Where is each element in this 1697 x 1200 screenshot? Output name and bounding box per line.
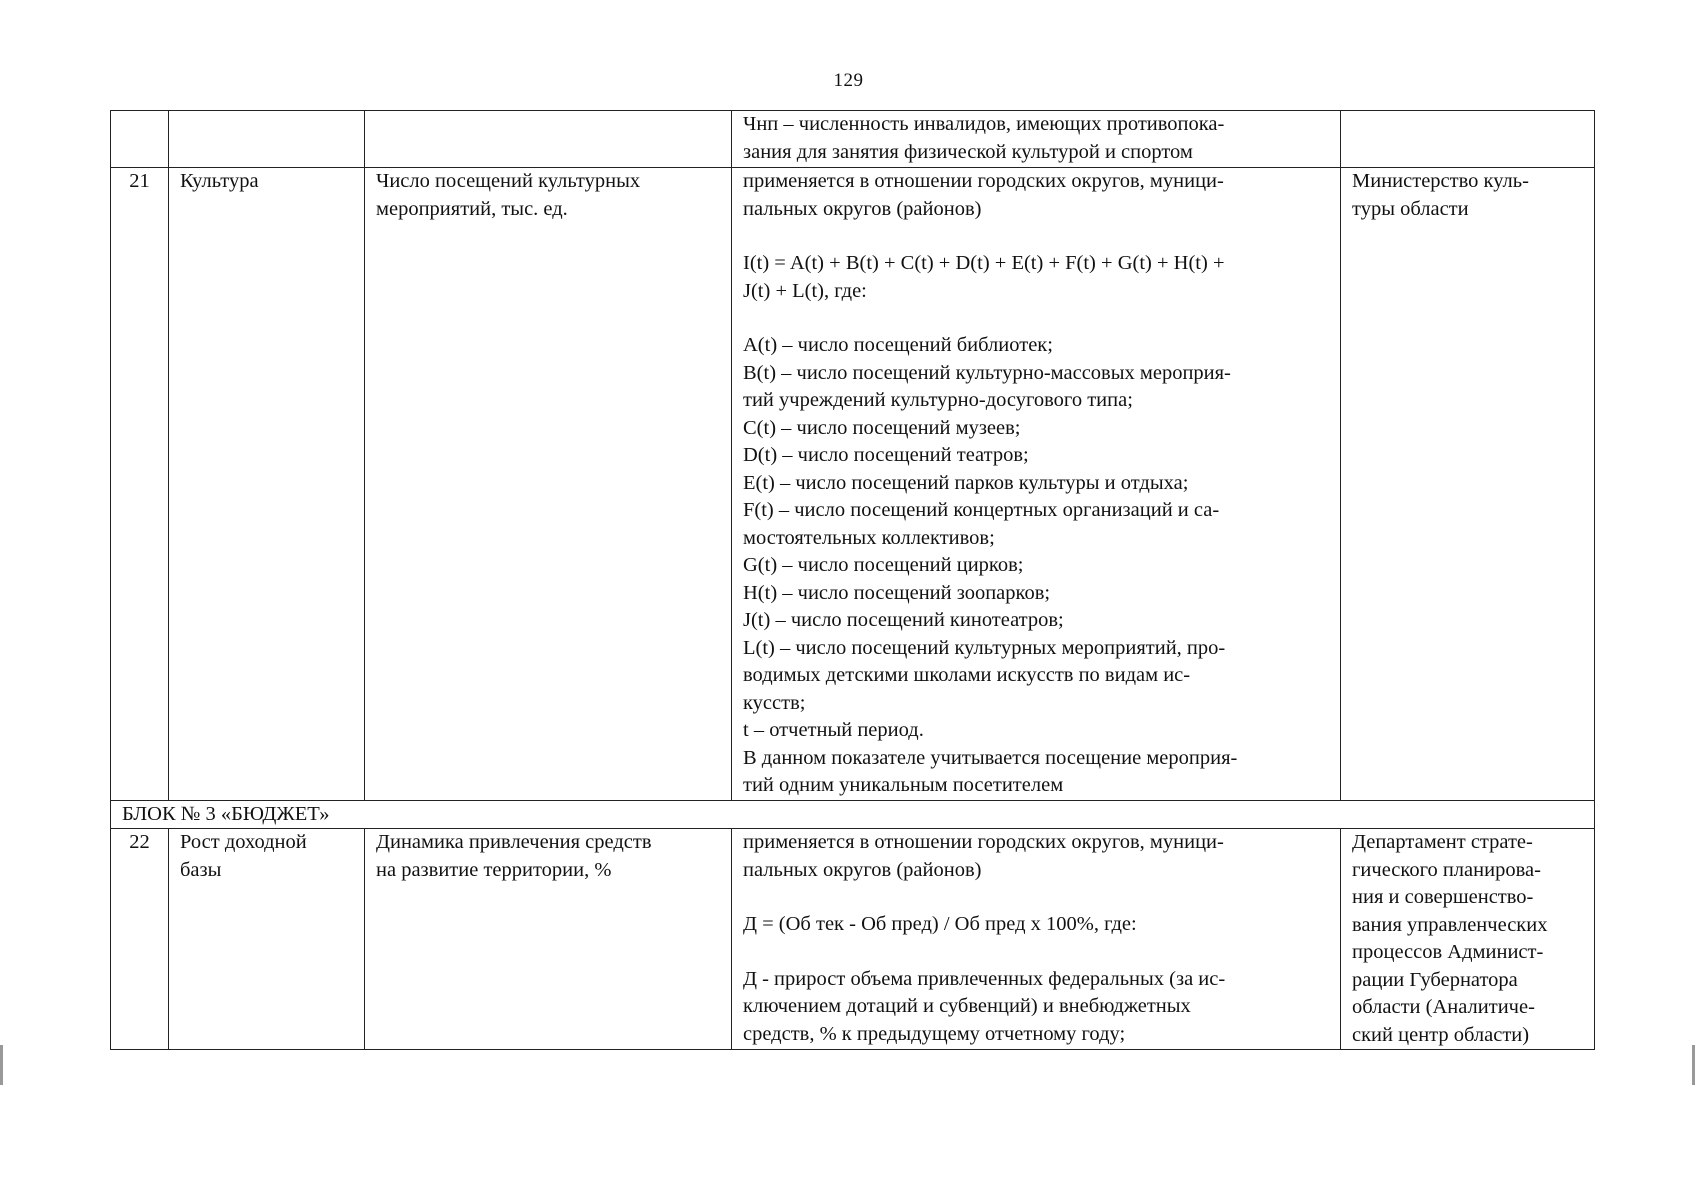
definition-item: В данном показателе учитывается посещение мероприя- тий одним уникальным посетителем [743, 746, 1238, 796]
definition-item: L(t) – число посещений культурных мероприятий, про- водимых детскими школами искусств по видам ис- кусств; [743, 636, 1226, 714]
table-row-22 [111, 829, 1595, 1050]
num-cell [111, 111, 169, 168]
responsible-cell [1341, 111, 1595, 168]
method-intro: применяется в отношении городских округов, муници- пальных округов (районов) [743, 170, 1224, 220]
area-text: Культура [180, 170, 259, 192]
area-cell [169, 829, 365, 1050]
definition-item: Д - прирост объема привлеченных федеральных (за ис- ключением дотаций и субвенций) и внебюджетных средств, % к предыдущему отчетному году; [743, 967, 1226, 1045]
row-number: 22 [111, 829, 169, 1050]
block-header-row [111, 800, 1595, 829]
table-row-21 [111, 168, 1595, 801]
method-intro: применяется в отношении городских округов, муници- пальных округов (районов) [743, 831, 1224, 881]
indicator-text: Число посещений культурных мероприятий, тыс. ед. [376, 170, 641, 220]
definition-item: G(t) – число посещений цирков; [743, 554, 1024, 576]
indicator-cell [365, 111, 732, 168]
responsible-text: Министерство куль- туры области [1352, 170, 1529, 220]
area-cell [169, 111, 365, 168]
definition-item: E(t) – число посещений парков культуры и отдыха; [743, 471, 1189, 494]
method-cell [732, 111, 1341, 168]
definition-item: B(t) – число посещений культурно-массовых мероприя- тий учреждений культурно-досугового типа; [743, 361, 1231, 411]
indicator-cell [365, 829, 732, 1050]
method-cell [732, 829, 1341, 1050]
definition-item: A(t) – число посещений библиотек; [743, 334, 1053, 356]
scan-edge-mark-left [0, 1045, 3, 1085]
method-text: Чнп – численность инвалидов, имеющих противопока- зания для занятия физической культурой и спортом [743, 113, 1225, 163]
area-text: Рост доходной базы [180, 831, 307, 881]
definition-item: H(t) – число посещений зоопарков; [743, 581, 1051, 604]
block-title: БЛОК № 3 «БЮДЖЕТ» [111, 800, 1595, 829]
definition-item: C(t) – число посещений музеев; [743, 416, 1021, 439]
row-number: 21 [111, 168, 169, 801]
indicator-cell [365, 168, 732, 801]
area-cell [169, 168, 365, 801]
responsible-cell [1341, 168, 1595, 801]
responsible-text: Департамент страте- гического планирова- ния и совершенство- вания управленческих процессов Админист- рации Губернатора области (Аналитиче- ский центр области) [1352, 831, 1548, 1046]
method-formula: I(t) = A(t) + B(t) + C(t) + D(t) + E(t) + F(t) + G(t) + H(t) + J(t) + L(t), где: [743, 252, 1225, 302]
responsible-cell [1341, 829, 1595, 1050]
indicator-text: Динамика привлечения средств на развитие территории, % [376, 831, 652, 881]
definition-item: D(t) – число посещений театров; [743, 444, 1029, 466]
definition-item: F(t) – число посещений концертных организаций и са- мостоятельных коллективов; [743, 499, 1220, 549]
method-formula: Д = (Об тек - Об пред) / Об пред х 100%, где: [743, 913, 1137, 935]
definition-item: t – отчетный период. [743, 719, 924, 741]
method-cell [732, 168, 1341, 801]
indicators-table [110, 110, 1595, 1050]
scan-edge-mark-right [1692, 1045, 1695, 1085]
definition-item: J(t) – число посещений кинотеатров; [743, 609, 1064, 631]
page-number: 129 [833, 70, 864, 91]
continuation-row [111, 111, 1595, 168]
